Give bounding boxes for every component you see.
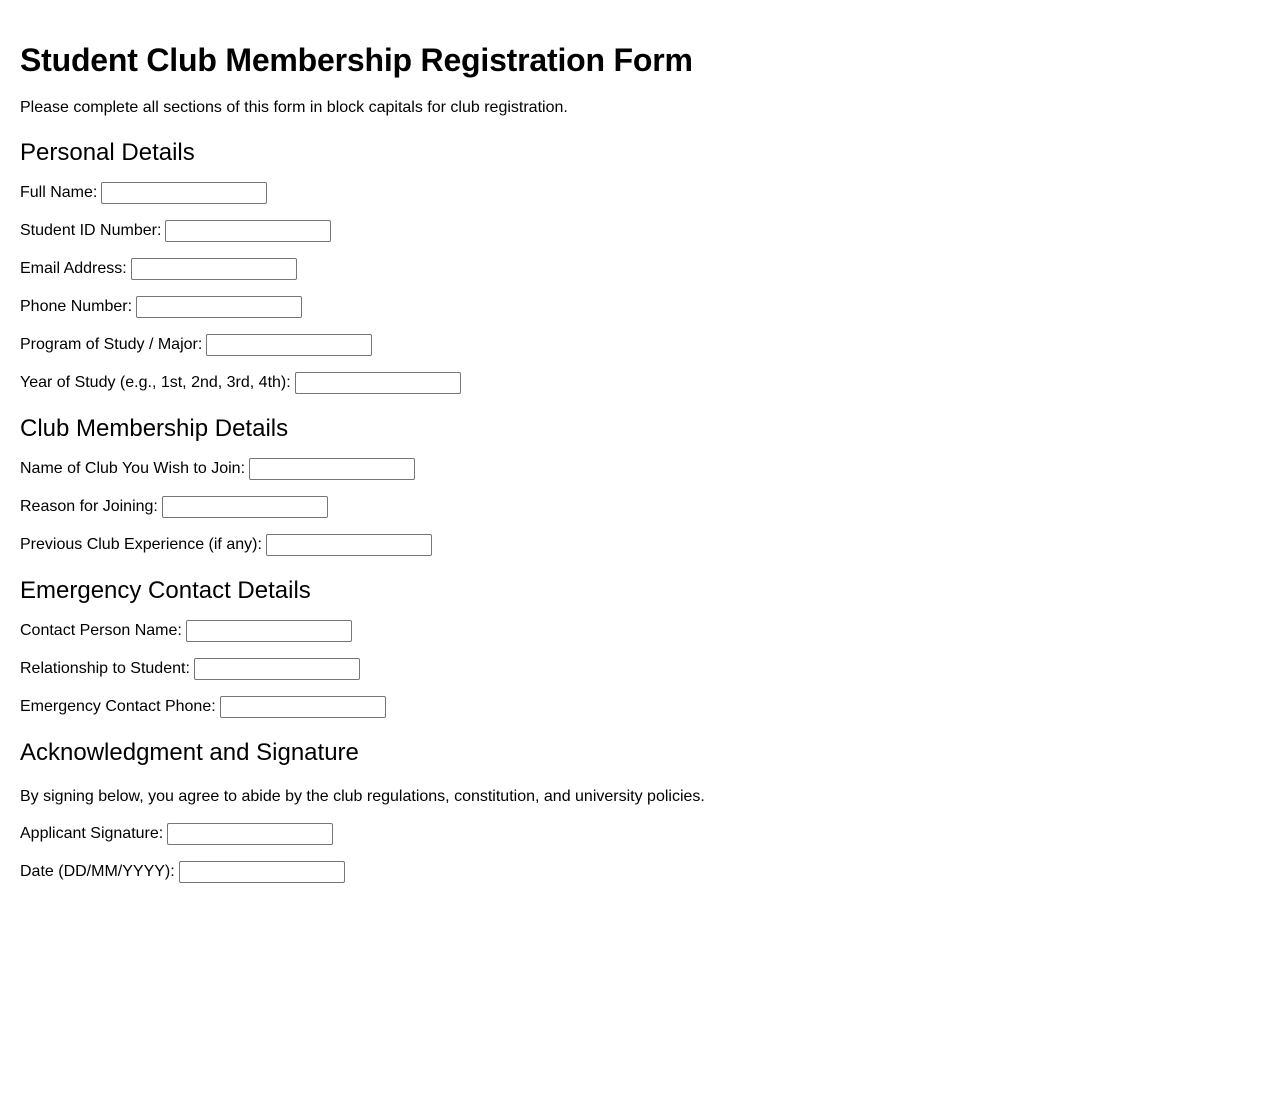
email-label: Email Address: bbox=[20, 260, 127, 277]
contact-name-label: Contact Person Name: bbox=[20, 622, 182, 639]
contact-name-input[interactable] bbox=[186, 620, 352, 642]
date-label: Date (DD/MM/YYYY): bbox=[20, 863, 175, 880]
contact-phone-row bbox=[20, 696, 1242, 718]
club-name-label: Name of Club You Wish to Join: bbox=[20, 460, 246, 477]
club-membership-section bbox=[20, 414, 1242, 556]
contact-name-row bbox=[20, 620, 1242, 642]
personal-details-heading: Personal Details bbox=[20, 139, 195, 166]
acknowledgment-section bbox=[20, 738, 1242, 883]
experience-row bbox=[20, 534, 1242, 556]
acknowledgment-text: By signing below, you agree to abide by the club regulations, constitution, and university policies. bbox=[20, 788, 705, 805]
phone-label: Phone Number: bbox=[20, 298, 133, 315]
signature-row bbox=[20, 823, 1242, 845]
year-of-study-label: Year of Study (e.g., 1st, 2nd, 3rd, 4th): bbox=[20, 374, 291, 391]
year-of-study-input[interactable] bbox=[295, 372, 461, 394]
program-row bbox=[20, 334, 1242, 356]
club-name-row bbox=[20, 458, 1242, 480]
student-id-input[interactable] bbox=[165, 220, 331, 242]
emergency-contact-section bbox=[20, 576, 1242, 718]
page-title: Student Club Membership Registration Form bbox=[20, 42, 693, 78]
reason-row bbox=[20, 496, 1242, 518]
emergency-contact-heading: Emergency Contact Details bbox=[20, 577, 311, 604]
signature-input[interactable] bbox=[167, 823, 333, 845]
relationship-label: Relationship to Student: bbox=[20, 660, 190, 677]
full-name-label: Full Name: bbox=[20, 184, 98, 201]
phone-input[interactable] bbox=[136, 296, 302, 318]
date-row bbox=[20, 861, 1242, 883]
form-instructions: Please complete all sections of this form in block capitals for club registration. bbox=[20, 99, 568, 116]
signature-label: Applicant Signature: bbox=[20, 825, 164, 842]
club-membership-heading: Club Membership Details bbox=[20, 415, 289, 442]
phone-row bbox=[20, 296, 1242, 318]
contact-phone-label: Emergency Contact Phone: bbox=[20, 698, 216, 715]
student-id-label: Student ID Number: bbox=[20, 222, 162, 239]
relationship-row bbox=[20, 658, 1242, 680]
acknowledgment-heading: Acknowledgment and Signature bbox=[20, 739, 359, 766]
program-label: Program of Study / Major: bbox=[20, 336, 203, 353]
experience-label: Previous Club Experience (if any): bbox=[20, 536, 262, 553]
program-input[interactable] bbox=[206, 334, 372, 356]
email-row bbox=[20, 258, 1242, 280]
full-name-row bbox=[20, 182, 1242, 204]
personal-details-section bbox=[20, 138, 1242, 394]
student-id-row bbox=[20, 220, 1242, 242]
relationship-input[interactable] bbox=[194, 658, 360, 680]
email-input[interactable] bbox=[131, 258, 297, 280]
reason-label: Reason for Joining: bbox=[20, 498, 158, 515]
experience-input[interactable] bbox=[266, 534, 432, 556]
date-input[interactable] bbox=[179, 861, 345, 883]
contact-phone-input[interactable] bbox=[220, 696, 386, 718]
reason-input[interactable] bbox=[162, 496, 328, 518]
full-name-input[interactable] bbox=[101, 182, 267, 204]
club-name-input[interactable] bbox=[249, 458, 415, 480]
year-of-study-row bbox=[20, 372, 1242, 394]
